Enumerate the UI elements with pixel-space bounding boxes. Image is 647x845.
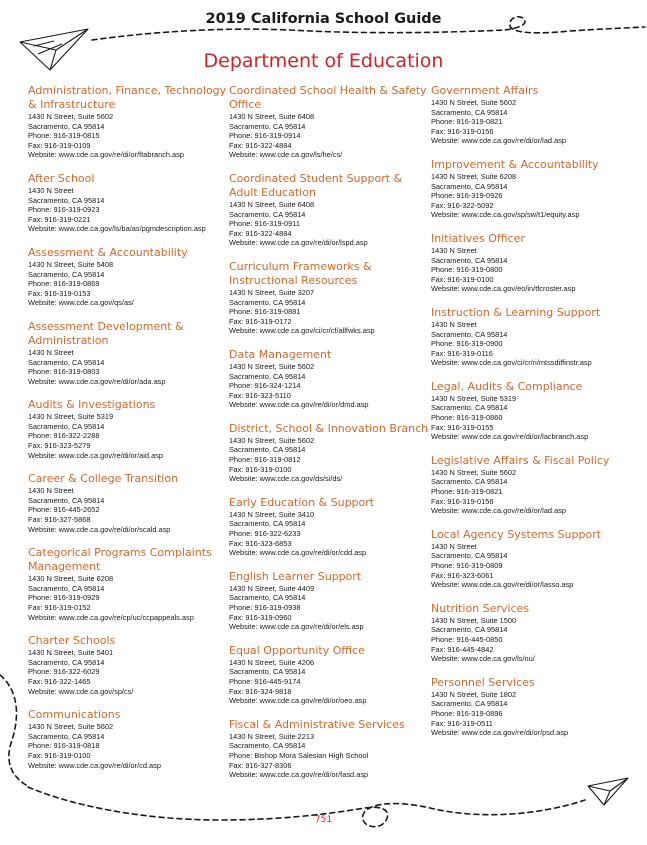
office-name: Communications [28,708,121,722]
phone-line: Phone: 916-319-0896 [431,708,503,718]
website-line: Website: www.cde.ca.gov/re/di/or/lspd.asp [229,238,368,248]
address-line: 1430 N Street, Suite 5602 [431,467,517,477]
fax-line: Fax: 916-319-0172 [229,316,292,326]
address-line: 1430 N Street [28,486,74,496]
website-line: Website: www.cde.ca.gov/sp/sw/t1/equity.asp [431,210,580,220]
address-line: Sacramento, CA 95814 [431,477,508,487]
phone-line: Phone: 916-445-2652 [28,505,100,515]
page-title: Department of Education [203,50,444,72]
website-line: Website: www.cde.ca.gov/ci/cr/cf/allfwks.asp [229,326,375,336]
website-line: Website: www.cde.ca.gov/re/di/or/ada.asp [28,376,166,386]
directory-entry [28,708,228,770]
office-name: After School [28,171,95,185]
office-name: Equal Opportunity Office [229,643,365,657]
address-line: Sacramento, CA 95814 [431,403,508,413]
address-line: Sacramento, CA 95814 [229,121,306,131]
directory-entry [431,158,631,220]
fax-line: Fax: 916-319-0109 [28,140,91,150]
address-line: 1430 N Street, Suite 2213 [229,731,315,741]
address-line: 1430 N Street, Suite 4409 [229,583,315,593]
directory-entry [229,718,429,780]
phone-line: Phone: 916-319-0881 [229,307,301,317]
address-line: Sacramento, CA 95814 [28,269,105,279]
directory-entry [229,348,429,410]
website-line: Website: www.cde.ca.gov/re/di/or/lasso.asp [431,580,574,590]
directory-entry [229,644,429,706]
address-line: 1430 N Street, Suite 5319 [28,412,114,422]
phone-line: Phone: 916-445-0850 [431,634,503,644]
address-line: Sacramento, CA 95814 [229,741,306,751]
fax-line: Fax: 916-445-4842 [431,644,494,654]
website-line: Website: www.cde.ca.gov/qs/as/ [28,298,134,308]
address-line: 1430 N Street, Suite 6208 [28,574,114,584]
fax-line: Fax: 916-319-0100 [431,274,494,284]
website-line: Website: www.cde.ca.gov/ci/cr/ri/mtssdiffinstr.asp [431,358,592,368]
office-name: Legal, Audits & Compliance [431,379,583,393]
website-line: Website: www.cde.ca.gov/ls/ba/as/pgmdescription.asp [28,224,206,234]
directory-column-2 [229,84,429,792]
phone-line: Phone: 916-322-2288 [28,431,100,441]
address-line: Sacramento, CA 95814 [28,421,105,431]
fax-line: Fax: 916-319-0152 [28,603,91,612]
phone-line: Phone: 916-319-0914 [229,131,301,141]
phone-line: Phone: 916-319-0815 [28,131,100,141]
office-name: Categorical Programs Complaints Management [28,546,212,574]
directory-entry [431,306,631,368]
office-name: Data Management [229,347,332,361]
website-line: Website: www.cde.ca.gov/ls/nu/ [431,654,535,664]
phone-line: Phone: Bishop Mora Salesian High School [229,750,369,760]
fax-line: Fax: 916-327-8306 [229,760,292,770]
website-line: Website: www.cde.ca.gov/re/di/or/aid.asp [28,450,164,460]
office-name: Instruction & Learning Support [431,305,601,319]
address-line: 1430 N Street [431,245,477,255]
office-name: Charter Schools [28,634,116,648]
phone-line: Phone: 916-319-0821 [431,117,503,127]
directory-entry [431,232,631,294]
address-line: Sacramento, CA 95814 [431,329,508,339]
directory-entry [431,528,631,590]
address-line: Sacramento, CA 95814 [229,297,306,307]
directory-entry [28,320,228,386]
address-line: 1430 N Street, Suite 5602 [229,361,315,371]
fax-line: Fax: 916-319-0156 [431,496,494,506]
office-name: District, School & Innovation Branch [229,421,429,435]
address-line: 1430 N Street, Suite 5602 [28,112,114,121]
fax-line: Fax: 916-319-0221 [28,214,91,224]
address-line: Sacramento, CA 95814 [229,209,306,219]
phone-line: Phone: 916-319-0938 [229,603,301,612]
phone-line: Phone: 916-319-0803 [28,367,100,377]
fax-line: Fax: 916-322-4884 [229,140,292,150]
office-name: Assessment Development & Administration [28,319,184,347]
phone-line: Phone: 916-319-0821 [431,487,503,497]
fax-line: Fax: 916-319-0511 [431,718,493,728]
phone-line: Phone: 916-319-0929 [28,593,100,603]
website-line: Website: www.cde.ca.gov/re/di/or/dmd.asp [229,400,369,410]
phone-line: Phone: 916-319-0926 [431,191,503,201]
address-line: Sacramento, CA 95814 [229,371,306,381]
directory-entry [28,398,228,460]
directory-entry [28,172,228,234]
website-line: Website: www.cde.ca.gov/re/di/or/oeo.asp [229,696,367,706]
page-number: 751 [314,815,333,825]
website-line: Website: www.cde.ca.gov/re/di/or/psd.asp [431,728,569,738]
address-line: 1430 N Street, Suite 5602 [28,722,114,732]
directory-column-1 [28,84,228,782]
fax-line: Fax: 916-327-5868 [28,515,91,525]
directory-entry [28,634,228,696]
address-line: Sacramento, CA 95814 [431,699,508,709]
directory-entry [28,246,228,308]
phone-line: Phone: 916-319-0923 [28,205,100,215]
website-line: Website: www.cde.ca.gov/re/di/or/els.asp [229,622,364,632]
office-name: Audits & Investigations [28,398,156,412]
directory-entry [431,454,631,516]
website-line: Website: www.cde.ca.gov/sp/cs/ [28,686,134,696]
fax-line: Fax: 916-323-6853 [229,538,292,548]
fax-line: Fax: 916-322-4884 [229,228,292,238]
address-line: Sacramento, CA 95814 [431,625,508,635]
address-line: 1430 N Street, Suite 5602 [431,98,517,107]
office-name: Coordinated School Health & Safety Office [229,84,427,111]
directory-entry [229,496,429,558]
website-line: Website: www.cde.ca.gov/re/di/or/fasd.asp [229,770,369,780]
directory-entry [229,84,429,160]
office-name: Improvement & Accountability [431,157,599,171]
directory-entry [229,260,429,336]
address-line: Sacramento, CA 95814 [431,181,508,191]
address-line: 1430 N Street [28,185,74,195]
fax-line: Fax: 916-319-0153 [28,288,91,298]
office-name: Career & College Transition [28,472,179,486]
directory-entry [431,84,631,146]
website-line: Website: www.cde.ca.gov/ls/he/cs/ [229,150,343,160]
directory-entry [28,472,228,534]
address-line: 1430 N Street, Suite 5408 [28,259,114,269]
phone-line: Phone: 916-322-6233 [229,529,301,539]
website-line: Website: www.cde.ca.gov/eo/in/tfcroster.asp [431,284,576,294]
fax-line: Fax: 916-319-0100 [229,464,292,474]
directory-entry [229,570,429,632]
address-line: 1430 N Street [28,347,74,357]
phone-line: Phone: 916-319-0900 [431,339,503,349]
office-name: Fiscal & Administrative Services [229,717,405,731]
office-name: Personnel Services [431,675,535,689]
address-line: Sacramento, CA 95814 [431,551,508,561]
directory-entry [431,676,631,738]
phone-line: Phone: 916-319-0860 [431,413,503,423]
directory-entry [229,172,429,248]
office-name: Curriculum Frameworks & Instructional Resources [229,259,372,287]
address-line: Sacramento, CA 95814 [229,667,306,677]
address-line: 1430 N Street, Suite 6408 [229,112,315,121]
address-line: Sacramento, CA 95814 [229,445,306,455]
website-line: Website: www.cde.ca.gov/re/cp/uc/ccpappeals.asp [28,612,194,622]
office-name: Nutrition Services [431,601,530,615]
directory-entry [28,546,228,622]
address-line: Sacramento, CA 95814 [28,583,105,593]
address-line: 1430 N Street, Suite 1802 [431,689,517,699]
fax-line: Fax: 916-323-5279 [28,441,91,451]
website-line: Website: www.cde.ca.gov/re/di/or/scald.asp [28,524,171,534]
phone-line: Phone: 916-319-0809 [431,561,503,570]
address-line: Sacramento, CA 95814 [28,357,105,367]
phone-line: Phone: 916-322-6029 [28,667,100,677]
office-name: Local Agency Systems Support [431,527,602,541]
office-name: Administration, Finance, Technology & Infrastructure [28,84,227,111]
office-name: English Learner Support [229,569,362,583]
fax-line: Fax: 916-324-9818 [229,686,292,696]
address-line: Sacramento, CA 95814 [28,495,105,505]
address-line: 1430 N Street, Suite 6208 [431,171,517,181]
address-line: 1430 N Street, Suite 4206 [229,657,315,667]
office-name: Early Education & Support [229,495,375,509]
address-line: 1430 N Street, Suite 6408 [229,199,315,209]
address-line: 1430 N Street [431,541,477,551]
website-line: Website: www.cde.ca.gov/re/di/or/lacbranch.asp [431,432,589,442]
directory-entry [28,84,228,160]
office-name: Government Affairs [431,84,539,97]
paper-airplane-icon [588,778,628,805]
office-name: Legislative Affairs & Fiscal Policy [431,453,610,467]
address-line: Sacramento, CA 95814 [28,657,105,667]
directory-entry [229,422,429,484]
address-line: 1430 N Street, Suite 3410 [229,509,315,519]
address-line: 1430 N Street, Suite 3207 [229,287,315,297]
website-line: Website: www.cde.ca.gov/re/di/or/lad.asp [431,506,567,516]
fax-line: Fax: 916-323-5110 [229,390,291,400]
website-line: Website: www.cde.ca.gov/re/di/or/ftabranch.asp [28,150,184,160]
directory-entry [431,380,631,442]
fax-line: Fax: 916-319-0156 [431,126,494,136]
fax-line: Fax: 916-322-1465 [28,676,91,686]
fax-line: Fax: 916-319-0960 [229,612,292,622]
address-line: Sacramento, CA 95814 [28,195,105,205]
phone-line: Phone: 916-319-0911 [229,219,300,229]
website-line: Website: www.cde.ca.gov/re/di/or/lad.asp [431,136,567,146]
website-line: Website: www.cde.ca.gov/re/di/or/cdd.asp [229,548,367,558]
office-name: Initiatives Officer [431,231,525,245]
address-line: Sacramento, CA 95814 [229,519,306,529]
office-name: Assessment & Accountability [28,245,188,259]
address-line: 1430 N Street [431,319,477,329]
fax-line: Fax: 916-319-0155 [431,422,494,432]
phone-line: Phone: 916-319-0812 [229,455,301,465]
address-line: 1430 N Street, Suite 5602 [229,435,315,445]
website-line: Website: www.cde.ca.gov/ds/si/ds/ [229,474,343,484]
fax-line: Fax: 916-319-0100 [28,750,91,760]
directory-column-3 [431,84,631,750]
fax-line: Fax: 916-322-5092 [431,200,494,210]
phone-line: Phone: 916-319-0869 [28,279,100,289]
address-line: 1430 N Street, Suite 5319 [431,393,517,403]
fax-line: Fax: 916-323-6061 [431,570,494,580]
address-line: 1430 N Street, Suite 1500 [431,615,517,625]
guide-title: 2019 California School Guide [205,11,442,27]
phone-line: Phone: 916-445-9174 [229,676,301,686]
fax-line: Fax: 916-319-0116 [431,348,493,358]
address-line: Sacramento, CA 95814 [229,593,306,603]
dashed-flight-path-left [0,675,26,785]
website-line: Website: www.cde.ca.gov/re/di/or/cd.asp [28,760,161,770]
address-line: Sacramento, CA 95814 [431,255,508,265]
phone-line: Phone: 916-319-0800 [431,265,503,275]
address-line: Sacramento, CA 95814 [28,731,105,741]
phone-line: Phone: 916-324-1214 [229,381,301,391]
phone-line: Phone: 916-319-0818 [28,741,100,751]
address-line: Sacramento, CA 95814 [28,121,105,131]
office-name: Coordinated Student Support & Adult Education [229,171,403,199]
address-line: Sacramento, CA 95814 [431,107,508,117]
address-line: 1430 N Street, Suite 5401 [28,648,114,658]
directory-entry [431,602,631,664]
